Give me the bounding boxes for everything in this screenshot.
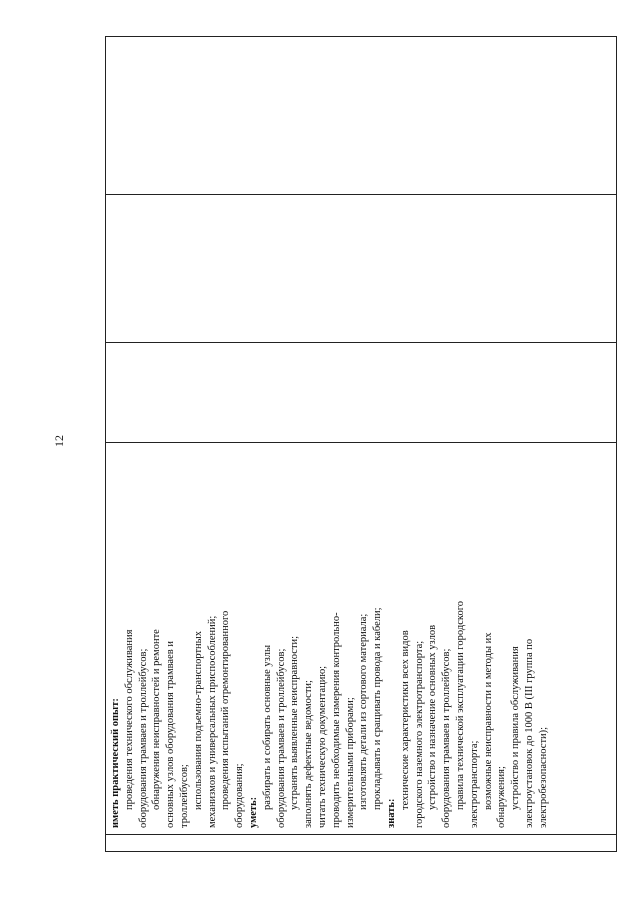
table-row <box>106 37 617 852</box>
knowledge-line: обнаружения; <box>496 766 508 828</box>
skills-line: измерительными приборами; <box>344 697 356 828</box>
knowledge-line: электробезопасности); <box>537 726 549 828</box>
skills-heading: уметь: <box>247 796 259 828</box>
knowledge-line: оборудования трамваев и троллейбусов; <box>441 648 453 828</box>
rotated-table-block <box>105 36 617 852</box>
knowledge-line: возможные неисправности и методы их <box>482 632 494 810</box>
knowledge-heading: знать: <box>385 798 397 828</box>
practical-line: оборудования; <box>234 763 246 828</box>
knowledge-line: электротранспорта; <box>468 740 480 828</box>
skills-line: разбирать и собирать основные узлы <box>261 644 273 810</box>
knowledge-line: устройство и правила обслуживания <box>510 646 522 810</box>
practical-line: проведения технического обслуживания <box>123 629 135 810</box>
table-cell-requirements <box>106 443 617 835</box>
table-cell-empty <box>106 343 617 443</box>
competency-table <box>105 36 617 852</box>
practical-line: механизмов и универсальных приспособлений; <box>206 615 218 828</box>
table-cell-empty <box>106 195 617 343</box>
practical-line: основных узлов оборудования трамваев и <box>165 641 177 828</box>
practical-line: использования подъемно-транспортных <box>192 631 204 810</box>
knowledge-line: технические характеристики всех видов <box>399 630 411 810</box>
practical-line: оборудования трамваев и троллейбусов; <box>137 648 149 828</box>
table-cell-empty-left <box>106 835 617 852</box>
practical-line: обнаружения неисправностей и ремонте <box>151 629 163 810</box>
knowledge-line: городского наземного электротранспорта; <box>413 640 425 828</box>
practical-line: троллейбусов; <box>178 764 190 828</box>
practical-heading: иметь практический опыт: <box>110 698 121 828</box>
table-cell-empty <box>106 37 617 195</box>
skills-line: заполнять дефектные ведомости; <box>303 680 315 828</box>
skills-line: читать техническую документацию; <box>316 665 328 828</box>
knowledge-line: правила технической эксплуатации городского <box>454 601 466 810</box>
knowledge-line: электроустановок до 1000 В (III группа по <box>523 638 535 828</box>
knowledge-line: устройство и назначение основных узлов <box>427 624 439 810</box>
practical-line: проведения испытаний отремонтированного <box>220 610 232 810</box>
skills-line: проводить необходимые измерения контрольно- <box>330 612 342 828</box>
page-number: 12 <box>52 435 66 447</box>
skills-line: оборудования трамваев и троллейбусов; <box>275 648 287 828</box>
skills-line: прокладывать и сращивать провода и кабели; <box>372 607 384 810</box>
skills-line: устранять выявленные неисправности; <box>289 635 301 810</box>
skills-line: изготовлять детали из сортового материала; <box>358 613 370 810</box>
